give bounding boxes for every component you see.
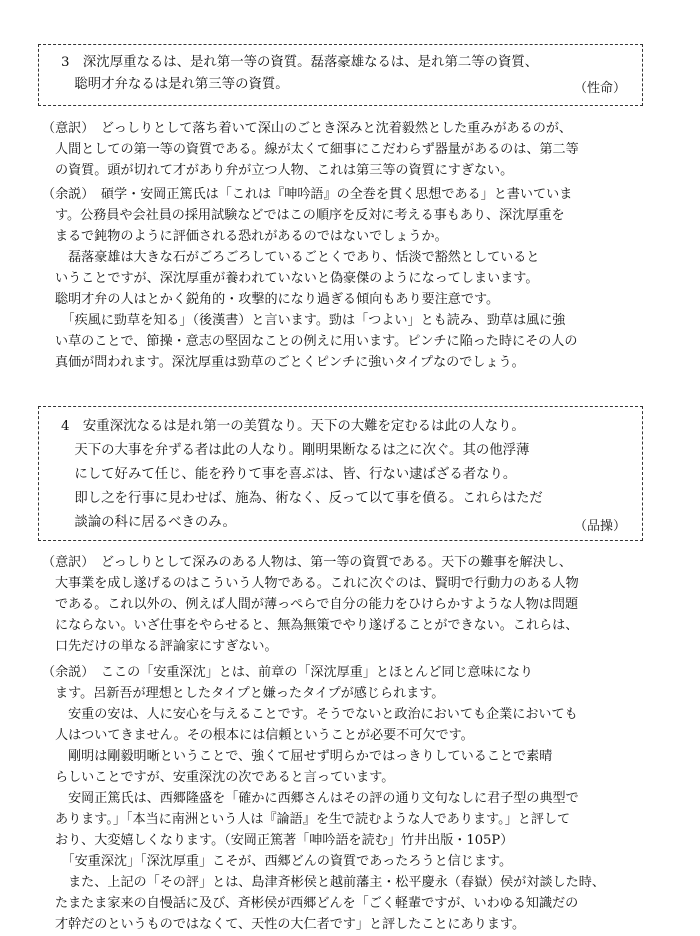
paragraph-line: い草のことで、節操・意志の堅固なことの例えに用います。ピンチに陥った時にその人の xyxy=(55,334,578,349)
paragraph-line: 才幹だのというものではなくて、天性の大仁者です」と評したことにあります。 xyxy=(55,917,526,932)
paragraph-line: 安重の安は、人に安心を与えることです。そうでないと政治においても企業においても xyxy=(55,707,578,722)
paragraph-line: （余説） 碩学・安岡正篤氏は「これは『呻吟語』の全巻を貫く思想である」と書いていま xyxy=(42,187,573,202)
paragraph-line: また、上記の「その評」とは、島津斉彬侯と越前藩主・松平慶永（春嶽）侯が対談した時、 xyxy=(55,875,605,890)
paragraph-line: おり、大変嬉しくなります。（安岡正篤著「呻吟語を読む」竹井出版・105P） xyxy=(55,833,514,848)
paragraph-line: 人はついてきません。その根本には信頼ということが必要不可欠です。 xyxy=(55,728,474,743)
paragraph-line: 磊落豪雄は大きな石がごろごろしているごとくであり、恬淡で豁然としていると xyxy=(55,250,540,265)
section3-extra xyxy=(42,184,662,373)
section4-text-box xyxy=(38,406,643,541)
paragraph-line: （余説） ここの「安重深沈」とは、前章の「深沈厚重」とほとんど同じ意味になり xyxy=(42,665,534,680)
section4-meaning xyxy=(42,552,662,657)
paragraph-line: まるで鈍物のように評価される恐れがあるのではないでしょうか。 xyxy=(55,229,448,244)
paragraph-line: 大事業を成し遂げるのはこういう人物である。これに次ぐのは、賢明で行動力のある人物 xyxy=(55,576,579,591)
section4-box-line: 談論の科に居るべきのみ。 xyxy=(61,515,236,530)
paragraph-line: 安岡正篤氏は、西郷隆盛を「確かに西郷さんはその評の通り文句なしに君子型の典型で xyxy=(55,791,579,806)
paragraph-line: （意訳） どっしりとして落ち着いて深山のごとき深みと沈着毅然とした重みがあるのが、 xyxy=(42,121,573,136)
paragraph-line: 剛明は剛毅明晰ということで、強くて屈せず明らかではっきりしていることで素晴 xyxy=(55,749,553,764)
paragraph-line: いうことですが、深沈厚重が養われていないと偽豪傑のようになってしまいます。 xyxy=(55,271,539,286)
paragraph-line: 真価が問われます。深沈厚重は勁草のごとくピンチに強いタイプなのでしょう。 xyxy=(55,355,525,370)
paragraph-line: す。公務員や会社員の採用試験などではこの順序を反対に考える事もあり、深沈厚重を xyxy=(55,208,565,223)
section4-box-line: にして好みて任じ、能を矜りて事を喜ぶは、皆、行ない逮ばざる者なり。 xyxy=(61,467,517,482)
paragraph-line: あります。」「本当に南洲という人は『論語』を生で読むような人であります。」と評して xyxy=(55,812,571,827)
section3-meaning xyxy=(42,118,662,181)
section4-source: （品操） xyxy=(573,519,626,534)
paragraph-line: である。これ以外の、例えば人間が薄っぺらで自分の能力をひけらかすような人物は問題 xyxy=(55,597,579,612)
paragraph-line: （意訳） どっしりとして深みのある人物は、第一等の資質である。天下の難事を解決し、 xyxy=(42,555,573,570)
paragraph-line: 「安重深沈」「深沈厚重」こそが、西郷どんの資質であったろうと信じます。 xyxy=(55,854,513,869)
section4-extra xyxy=(42,662,662,935)
paragraph-line: らしいことですが、安重深沈の次であると言っています。 xyxy=(55,770,395,785)
paragraph-line: たまたま家来の自慢話に及び、斉彬侯が西郷どんを「ごく軽輩ですが、いわゆる知識だの xyxy=(55,896,579,911)
section3-text-box xyxy=(38,44,643,106)
paragraph-line: 聡明才弁の人はとかく鋭角的・攻撃的になり過ぎる傾向もあり要注意です。 xyxy=(55,292,500,307)
section3-source: （性命） xyxy=(573,81,626,96)
section4-box-line: 4 安重深沈なるは是れ第一の美質なり。天下の大難を定むるは此の人なり。 xyxy=(61,419,525,434)
section3-box-line: 聡明才弁なるは是れ第三等の資質。 xyxy=(61,77,289,92)
section4-box-line: 天下の大事を弁ずる者は此の人なり。剛明果断なるは之に次ぐ。其の他浮薄 xyxy=(61,443,530,458)
paragraph-line: 「疾風に勁草を知る」（後漢書）と言います。勁は「つよい」とも読み、勁草は風に強 xyxy=(55,313,566,328)
paragraph-line: の資質。頭が切れて才があり弁が立つ人物、これは第三等の資質にすぎない。 xyxy=(55,163,514,178)
section4-box-line: 即し之を行事に見わせば、施為、術なく、反って以て事を僨る。これらはただ xyxy=(61,491,543,506)
paragraph-line: ます。呂新吾が理想としたタイプと嫌ったタイプが感じられます。 xyxy=(55,686,445,701)
paragraph-line: 口先だけの単なる評論家にすぎない。 xyxy=(55,639,278,654)
paragraph-line: にならない。いざ仕事をやらせると、無為無策でやり遂げることができない。これらは、 xyxy=(55,618,579,633)
paragraph-line: 人間としての第一等の資質である。線が太くて細事にこだわらず器量があるのは、第二等 xyxy=(55,142,579,157)
section3-box-line: 3 深沈厚重なるは、是れ第一等の資質。磊落豪雄なるは、是れ第二等の資質、 xyxy=(61,55,539,70)
